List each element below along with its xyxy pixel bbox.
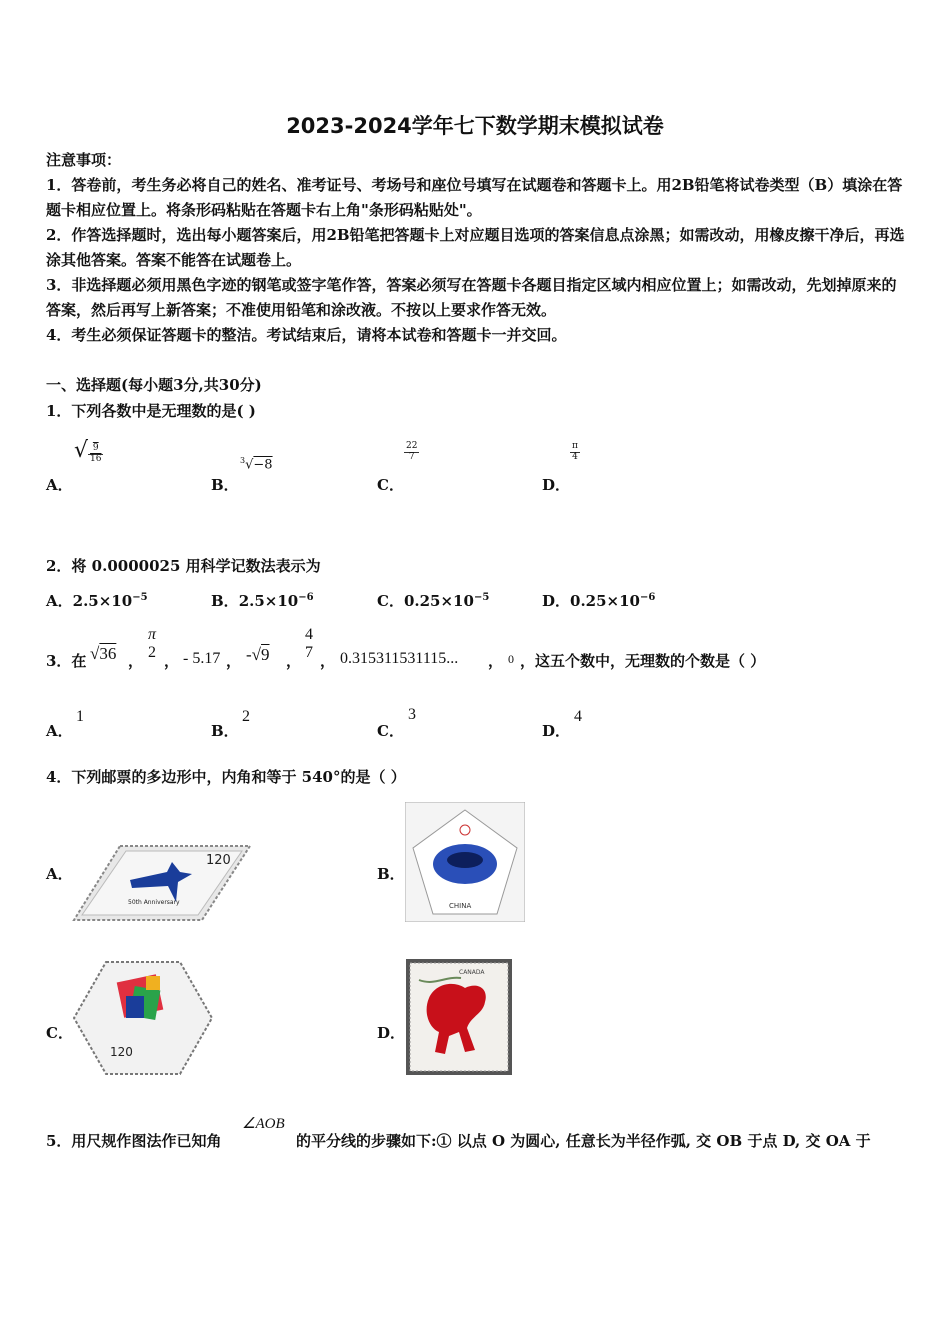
q5-angle: ∠AOB: [242, 1116, 285, 1132]
q3-option-a-label[interactable]: A．: [46, 722, 73, 740]
stamp-d-rectangle: [405, 958, 513, 1076]
q1-option-b-value: $^3$√−8: [240, 456, 273, 473]
q4-stem: 4．下列邮票的多边形中，内角和等于 540°的是（ ）: [46, 768, 406, 786]
q5-stem: 5．用尺规作图法作已知角 ∠AOB 的平分线的步骤如下:① 以点 O 为圆心, 任意长为半径作弧, 交 OB 于点 D, 交 OA 于: [46, 1116, 871, 1150]
q2-stem: 2．将 0.0000025 用科学记数法表示为: [46, 557, 321, 575]
q1-option-a-label[interactable]: A．: [46, 476, 73, 494]
q1-option-c-value: $\frac{22}{7}$: [406, 441, 418, 462]
q2-option-c[interactable]: C．$0.25\times 10^{-5}$: [377, 592, 490, 610]
q3-option-d-label[interactable]: D．: [542, 722, 571, 740]
q3-option-c-value: 3: [408, 706, 416, 723]
q3-four-sevenths: 4 7: [305, 626, 313, 661]
q1-options: [46, 436, 906, 496]
q1-option-d-value: $\frac{\pi}{4}$: [572, 441, 578, 462]
q3-options: [46, 706, 906, 746]
page-title: 2023-2024学年七下数学期末模拟试卷: [286, 114, 664, 138]
q3-sqrt36: √36: [90, 644, 117, 663]
notice-heading: 注意事项：: [46, 151, 122, 169]
stamp-a-parallelogram: [72, 842, 252, 922]
q1-option-b-label[interactable]: B．: [211, 476, 239, 494]
q3-option-b-value: 2: [242, 708, 250, 725]
notice-item-3: 3．非选择题必须用黑色字迹的钢笔或签字笔作答，答案必须写在答题卡各题目指定区域内相应位置上；如需改动，先划掉原来的答案，然后再写上新答案；不准使用铅笔和涂改液。不按以上要求作答无效。: [46, 276, 897, 319]
stamp-d-caption: CANADA: [459, 969, 485, 976]
notice-block: [46, 148, 906, 348]
q2-option-d[interactable]: D．$0.25\times 10^{-6}$: [542, 592, 656, 610]
q3-pi-over-2: π 2: [148, 626, 157, 661]
q1-option-d-label[interactable]: D．: [542, 476, 571, 494]
q3-option-c-label[interactable]: C．: [377, 722, 404, 740]
q3-option-b-label[interactable]: B．: [211, 722, 239, 740]
q2-option-a[interactable]: A．$2.5\times 10^{-5}$: [46, 592, 148, 610]
notice-item-1: 1．答卷前，考生务必将自己的姓名、准考证号、考场号和座位号填写在试题卷和答题卡上。用2B铅笔将试卷类型（B）填涂在答题卡相应位置上。将条形码粘贴在答题卡右上角"条形码粘贴处"。: [46, 176, 903, 219]
q1-stem: 1．下列各数中是无理数的是( ): [46, 402, 256, 420]
q4-option-b-label[interactable]: B．: [377, 865, 405, 883]
stamp-b-pentagon: [405, 802, 525, 922]
q4-option-d-label[interactable]: D．: [377, 1024, 406, 1042]
stamp-a-caption: 50th Anniversary: [128, 899, 180, 906]
q3-neg-517: - 5.17: [183, 650, 221, 667]
stamp-b-caption: CHINA: [449, 902, 472, 910]
notice-item-2: 2．作答选择题时，选出每小题答案后，用2B铅笔把答题卡上对应题目选项的答案信息点涂黑；如需改动，用橡皮擦干净后，再选涂其他答案。答案不能答在试题卷上。: [46, 226, 905, 269]
q3-stem: 3．在 √36 ， π 2 ， - 5.17 ， -√9 ， 4 7 ， 0.315311531115... ， 0 ，这五个数中，无理数的个数是（ ）: [46, 626, 766, 670]
q4-option-a-label[interactable]: A．: [46, 865, 73, 883]
q3-neg-sqrt9: -√9: [246, 645, 270, 664]
stamp-c-hexagon: [70, 958, 215, 1078]
q4-option-c-label[interactable]: C．: [46, 1024, 73, 1042]
q3-decimal: 0.315311531115...: [340, 650, 459, 667]
q1-option-c-label[interactable]: C．: [377, 476, 404, 494]
q1-option-a-value: √ $\frac{9}{16}$: [74, 438, 102, 464]
q2-option-b[interactable]: B．$2.5\times 10^{-6}$: [211, 592, 314, 610]
q3-option-d-value: 4: [574, 708, 582, 725]
stamp-a-value: 120: [206, 853, 231, 868]
q3-zero: 0: [508, 652, 514, 666]
section-heading: 一、选择题(每小题3分,共30分): [46, 376, 262, 394]
stamp-c-value: 120: [110, 1045, 133, 1059]
notice-item-4: 4．考生必须保证答题卡的整洁。考试结束后，请将本试卷和答题卡一并交回。: [46, 326, 567, 344]
q3-option-a-value: 1: [76, 708, 84, 725]
